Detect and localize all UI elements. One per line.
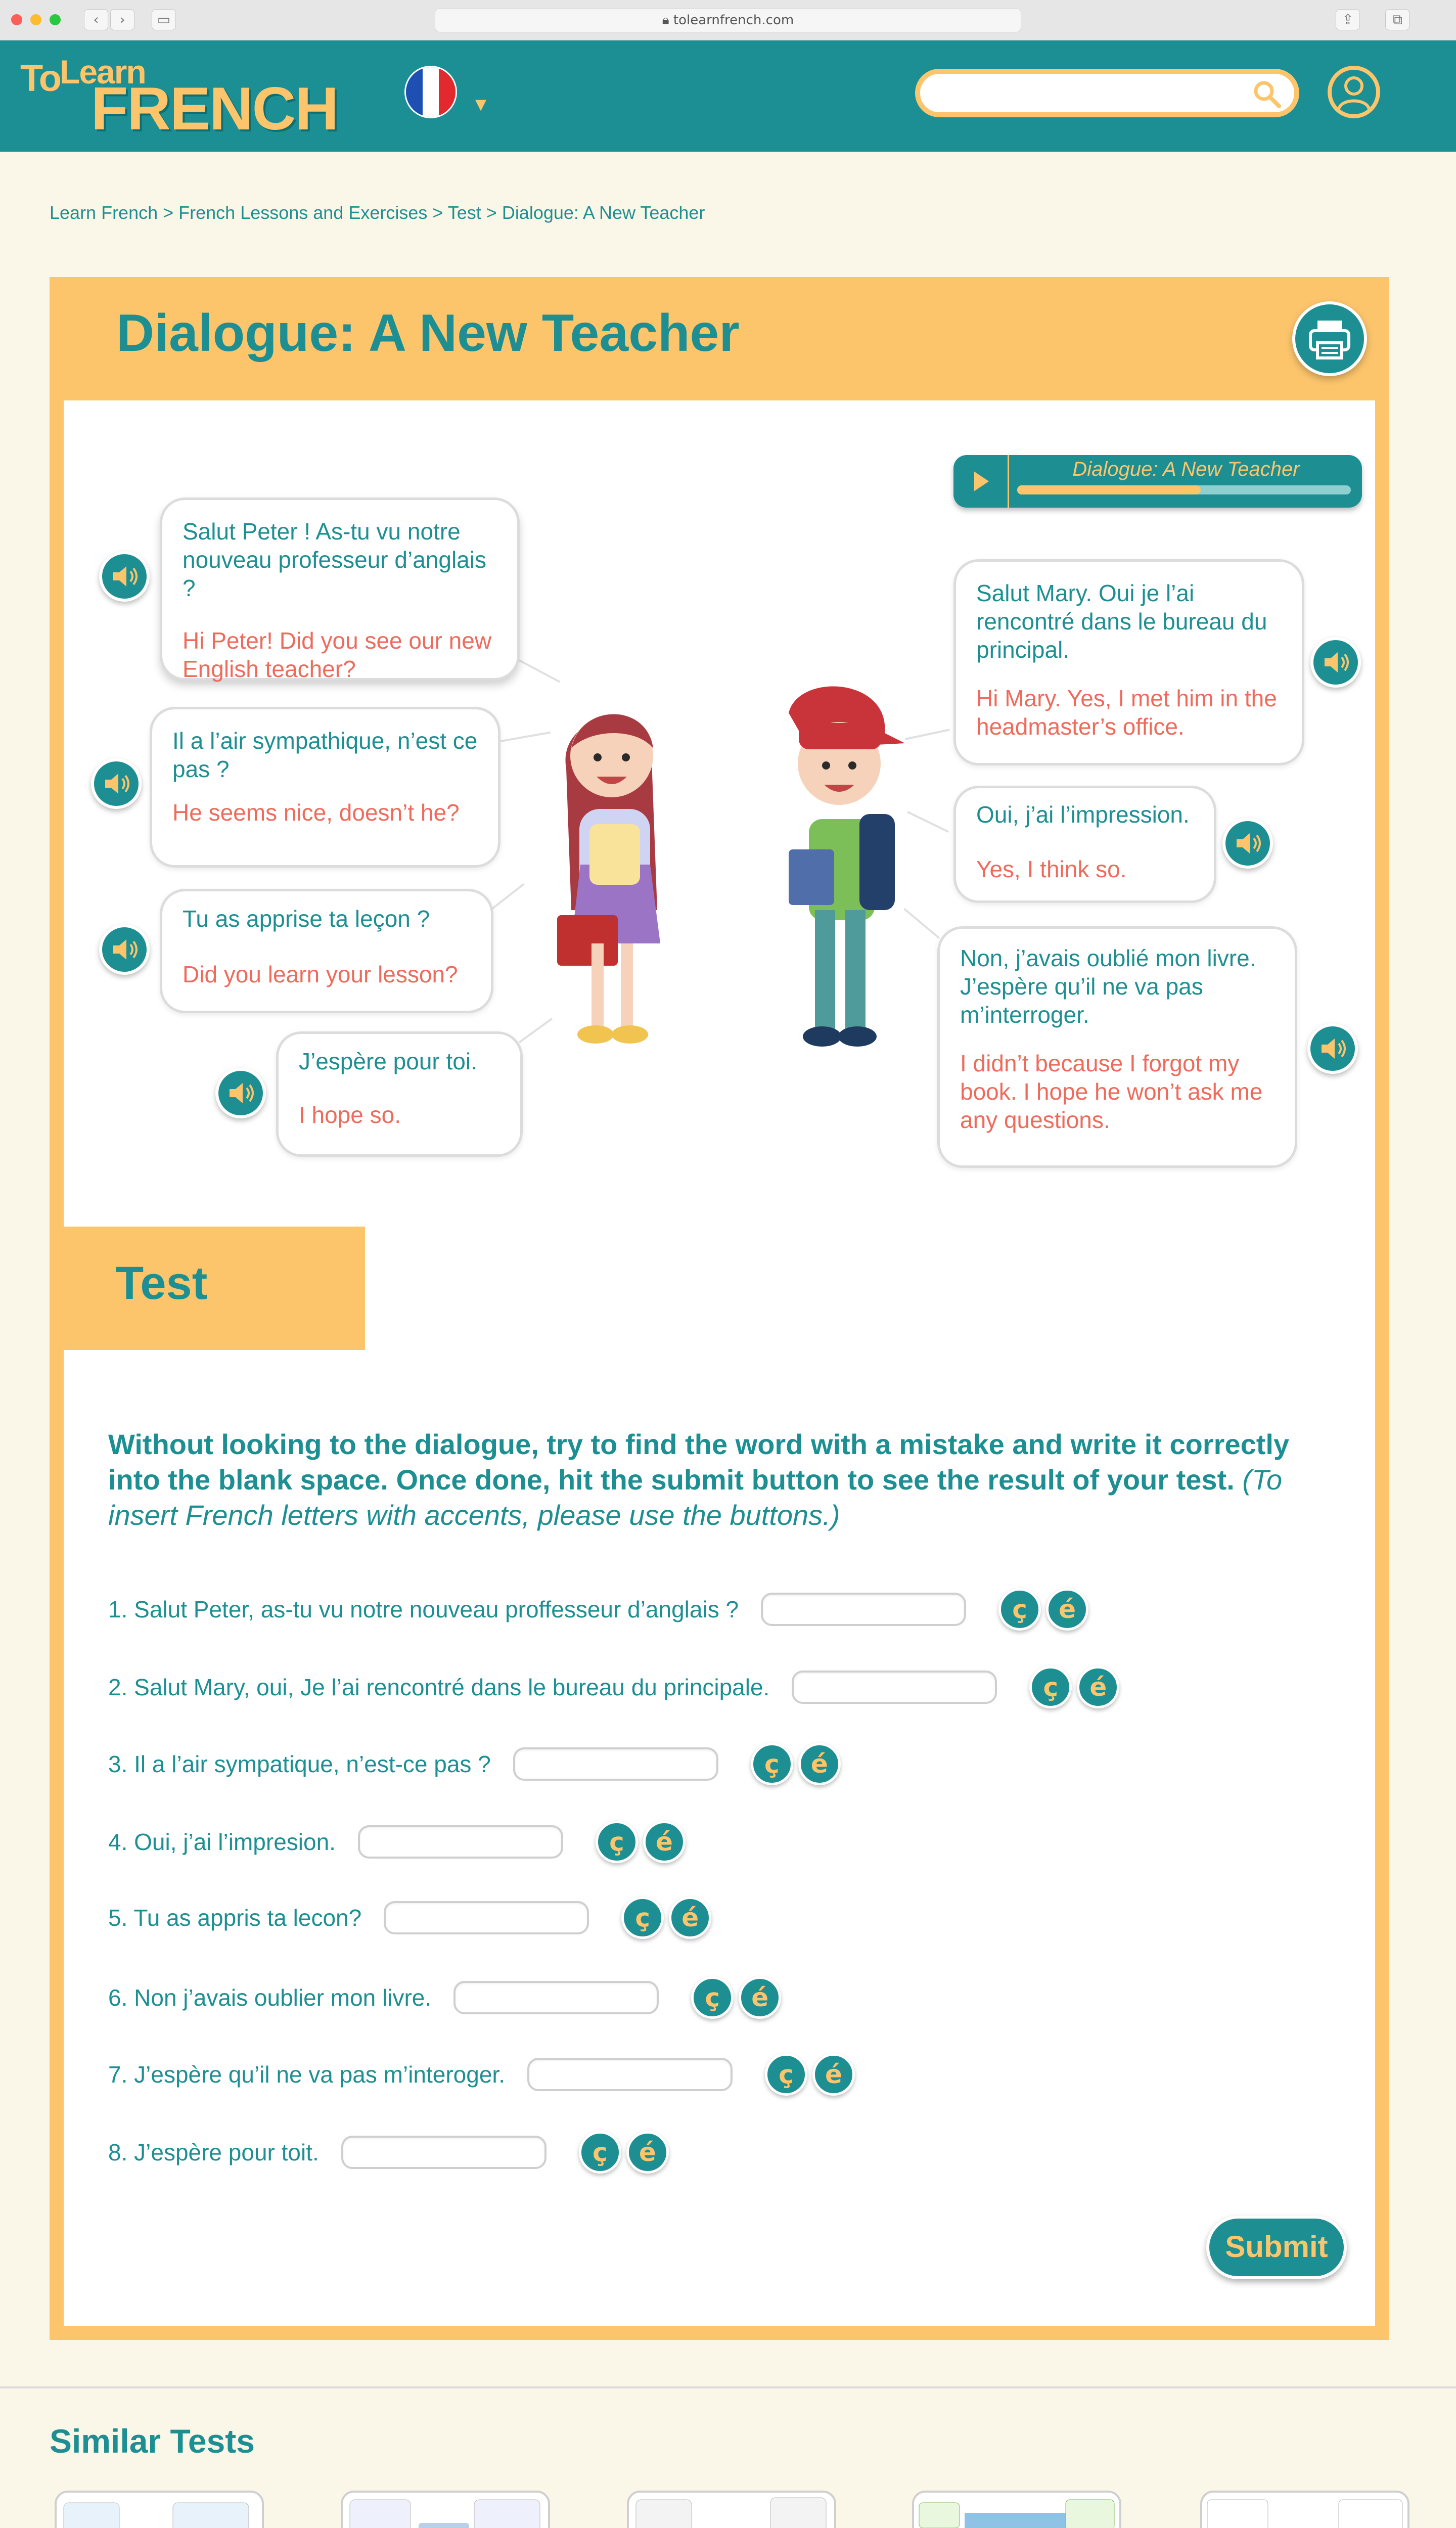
speaker-glyph: [1310, 1026, 1355, 1071]
address-bar[interactable]: [435, 8, 1021, 32]
close-window-icon[interactable]: [11, 14, 22, 25]
english-line: I hope so.: [299, 1102, 401, 1128]
answer-input[interactable]: [513, 1747, 718, 1781]
english-line: I didn’t because I forgot my book. I hope he won’t ask me any questions.: [960, 1050, 1263, 1133]
speaker-icon[interactable]: [91, 758, 142, 809]
dialogue-bubble: [937, 926, 1297, 1168]
audio-player[interactable]: [953, 455, 1362, 508]
search-input[interactable]: [915, 69, 1299, 117]
thumbnail-illustration: [57, 2493, 262, 2528]
accent-e-button[interactable]: é: [812, 2053, 855, 2096]
accent-c-button[interactable]: ç: [1029, 1666, 1072, 1708]
question-text: 1. Salut Peter, as-tu vu notre nouveau proffesseur d’anglais ?: [108, 1596, 739, 1622]
thumbnail-illustration: [629, 2493, 834, 2528]
tabs-icon[interactable]: ⧉: [1385, 9, 1409, 30]
question-text: 2. Salut Mary, oui, Je l’ai rencontré dans le bureau du principale.: [108, 1674, 770, 1700]
question-row: [108, 1587, 1088, 1632]
dialogue-bubble: [953, 559, 1304, 765]
accent-c-button[interactable]: ç: [998, 1588, 1041, 1631]
answer-input[interactable]: [792, 1671, 997, 1704]
english-line: Hi Peter! Did you see our new English teacher?: [183, 627, 492, 682]
french-line: Non, j’avais oublié mon livre. J’espère qu’il ne va pas m’interroger.: [960, 945, 1256, 1028]
similar-test-thumbnail[interactable]: [627, 2491, 836, 2528]
logo-learn: Learn: [60, 53, 146, 91]
test-instructions: [108, 1427, 1322, 1533]
question-row: [108, 1819, 686, 1865]
forward-icon[interactable]: ›: [110, 9, 134, 30]
accent-e-button[interactable]: é: [798, 1743, 841, 1785]
chevron-down-icon[interactable]: ▾: [475, 91, 487, 117]
test-title: Test: [115, 1257, 208, 1309]
speaker-icon[interactable]: [1222, 818, 1273, 869]
question-text: 3. Il a l’air sympatique, n’est-ce pas ?: [108, 1751, 491, 1777]
speaker-glyph: [1225, 821, 1270, 866]
similar-test-thumbnail[interactable]: [341, 2491, 550, 2528]
english-line: Did you learn your lesson?: [183, 961, 458, 987]
player-progress-track[interactable]: [1017, 485, 1351, 494]
thumbnail-illustration: [1202, 2493, 1407, 2528]
speaker-glyph: [1313, 640, 1358, 685]
answer-input[interactable]: [358, 1825, 563, 1859]
logo-french: FRENCH: [91, 75, 338, 143]
french-line: Oui, j’ai l’impression.: [976, 801, 1190, 828]
english-line: Hi Mary. Yes, I met him in the headmaster’s office.: [976, 685, 1277, 740]
back-icon[interactable]: ‹: [84, 9, 108, 30]
dialogue-bubble: [160, 889, 493, 1013]
speaker-glyph: [94, 761, 139, 806]
question-text: 7. J’espère qu’il ne va pas m’interoger.: [108, 2061, 505, 2088]
speaker-icon[interactable]: [1307, 1023, 1358, 1074]
question-text: 8. J’espère pour toit.: [108, 2139, 319, 2165]
question-text: 6. Non j’avais oublier mon livre.: [108, 1984, 432, 2011]
french-line: J’espère pour toi.: [299, 1048, 477, 1074]
thumbnail-illustration: [914, 2493, 1119, 2528]
dialogue-bubble: [160, 498, 520, 681]
answer-input[interactable]: [341, 2136, 547, 2169]
user-account-icon[interactable]: [1328, 66, 1380, 118]
similar-test-thumbnail[interactable]: [912, 2491, 1121, 2528]
question-row: [108, 1664, 1119, 1710]
similar-test-thumbnail[interactable]: [1200, 2491, 1409, 2528]
answer-input[interactable]: [761, 1593, 966, 1626]
french-flag-icon[interactable]: [404, 66, 457, 118]
player-title: Dialogue: A New Teacher: [1072, 458, 1300, 480]
accent-e-button[interactable]: é: [1077, 1666, 1119, 1708]
question-row: [108, 2130, 669, 2175]
french-line: Il a l’air sympathique, n’est ce pas ?: [172, 728, 478, 782]
english-line: He seems nice, doesn’t he?: [172, 799, 460, 826]
page-title: Dialogue: A New Teacher: [116, 304, 740, 363]
minimize-window-icon[interactable]: [30, 14, 41, 25]
accent-c-button[interactable]: ç: [579, 2131, 621, 2174]
speaker-glyph: [102, 927, 147, 972]
breadcrumb[interactable]: Learn French > French Lessons and Exercises > Test > Dialogue: A New Teacher: [50, 202, 705, 223]
print-icon[interactable]: [1292, 301, 1367, 376]
submit-button[interactable]: Submit: [1206, 2216, 1347, 2279]
speaker-glyph: [102, 554, 147, 599]
similar-test-card[interactable]: [55, 2491, 267, 2528]
answer-input[interactable]: [453, 1981, 659, 2014]
dialogue-bubble: [150, 707, 500, 868]
accent-e-button[interactable]: é: [739, 1976, 781, 2019]
zoom-window-icon[interactable]: [50, 14, 61, 25]
french-line: Tu as apprise ta leçon ?: [183, 906, 430, 932]
accent-c-button[interactable]: ç: [621, 1897, 664, 1939]
students-illustration: [536, 672, 930, 1077]
question-row: [108, 2052, 855, 2097]
accent-e-button[interactable]: é: [1046, 1588, 1088, 1631]
accent-c-button[interactable]: ç: [765, 2053, 807, 2096]
speaker-icon[interactable]: [99, 924, 150, 975]
question-row: [108, 1895, 711, 1940]
speaker-glyph: [218, 1071, 263, 1115]
similar-tests-title: Similar Tests: [50, 2422, 255, 2460]
french-line: Salut Peter ! As-tu vu notre nouveau professeur d’anglais ?: [183, 518, 486, 601]
accent-c-button[interactable]: ç: [691, 1976, 734, 2019]
similar-test-card[interactable]: [341, 2491, 553, 2528]
play-icon[interactable]: [953, 455, 1009, 508]
accent-e-button[interactable]: é: [669, 1897, 711, 1939]
question-row: [108, 1975, 781, 2020]
sidebar-icon[interactable]: ▭: [152, 9, 176, 30]
site-logo[interactable]: [20, 53, 364, 143]
section-divider: [0, 2386, 1456, 2388]
instructions-italic: (To insert French letters with accents, please use the buttons.): [108, 1464, 1283, 1531]
similar-test-card[interactable]: [1200, 2491, 1413, 2528]
dialogue-bubble: [953, 786, 1216, 903]
instructions-bold: Without looking to the dialogue, try to find the word with a mistake and write it correctly into the blank space. Once done, hit the submit button to see the result of your test.: [108, 1428, 1290, 1496]
logo-to: To: [20, 57, 60, 99]
question-text: 5. Tu as appris ta lecon?: [108, 1905, 362, 1931]
player-progress-fill: [1017, 485, 1201, 494]
accent-c-button[interactable]: ç: [751, 1743, 793, 1785]
english-line: Yes, I think so.: [976, 856, 1127, 882]
answer-input[interactable]: [384, 1901, 589, 1934]
lock-icon: 🔒︎: [662, 13, 673, 28]
answer-input[interactable]: [527, 2058, 733, 2091]
question-text: 4. Oui, j’ai l’impresion.: [108, 1829, 336, 1855]
similar-test-card[interactable]: [627, 2491, 839, 2528]
share-icon[interactable]: ⇪: [1336, 9, 1360, 30]
speaker-icon[interactable]: [99, 551, 150, 602]
speaker-icon[interactable]: [1310, 637, 1361, 688]
search-icon[interactable]: [1252, 79, 1282, 109]
question-row: [108, 1741, 841, 1787]
similar-test-thumbnail[interactable]: [55, 2491, 264, 2528]
accent-c-button[interactable]: ç: [596, 1821, 638, 1863]
url-text: tolearnfrench.com: [673, 13, 794, 28]
speaker-icon[interactable]: [215, 1068, 266, 1118]
accent-e-button[interactable]: é: [643, 1821, 686, 1863]
dialogue-bubble: [276, 1031, 523, 1157]
similar-test-card[interactable]: [912, 2491, 1124, 2528]
accent-e-button[interactable]: é: [626, 2131, 669, 2174]
french-line: Salut Mary. Oui je l’ai rencontré dans le bureau du principal.: [976, 580, 1267, 663]
browser-chrome: [0, 0, 1456, 40]
thumbnail-illustration: [343, 2493, 548, 2528]
